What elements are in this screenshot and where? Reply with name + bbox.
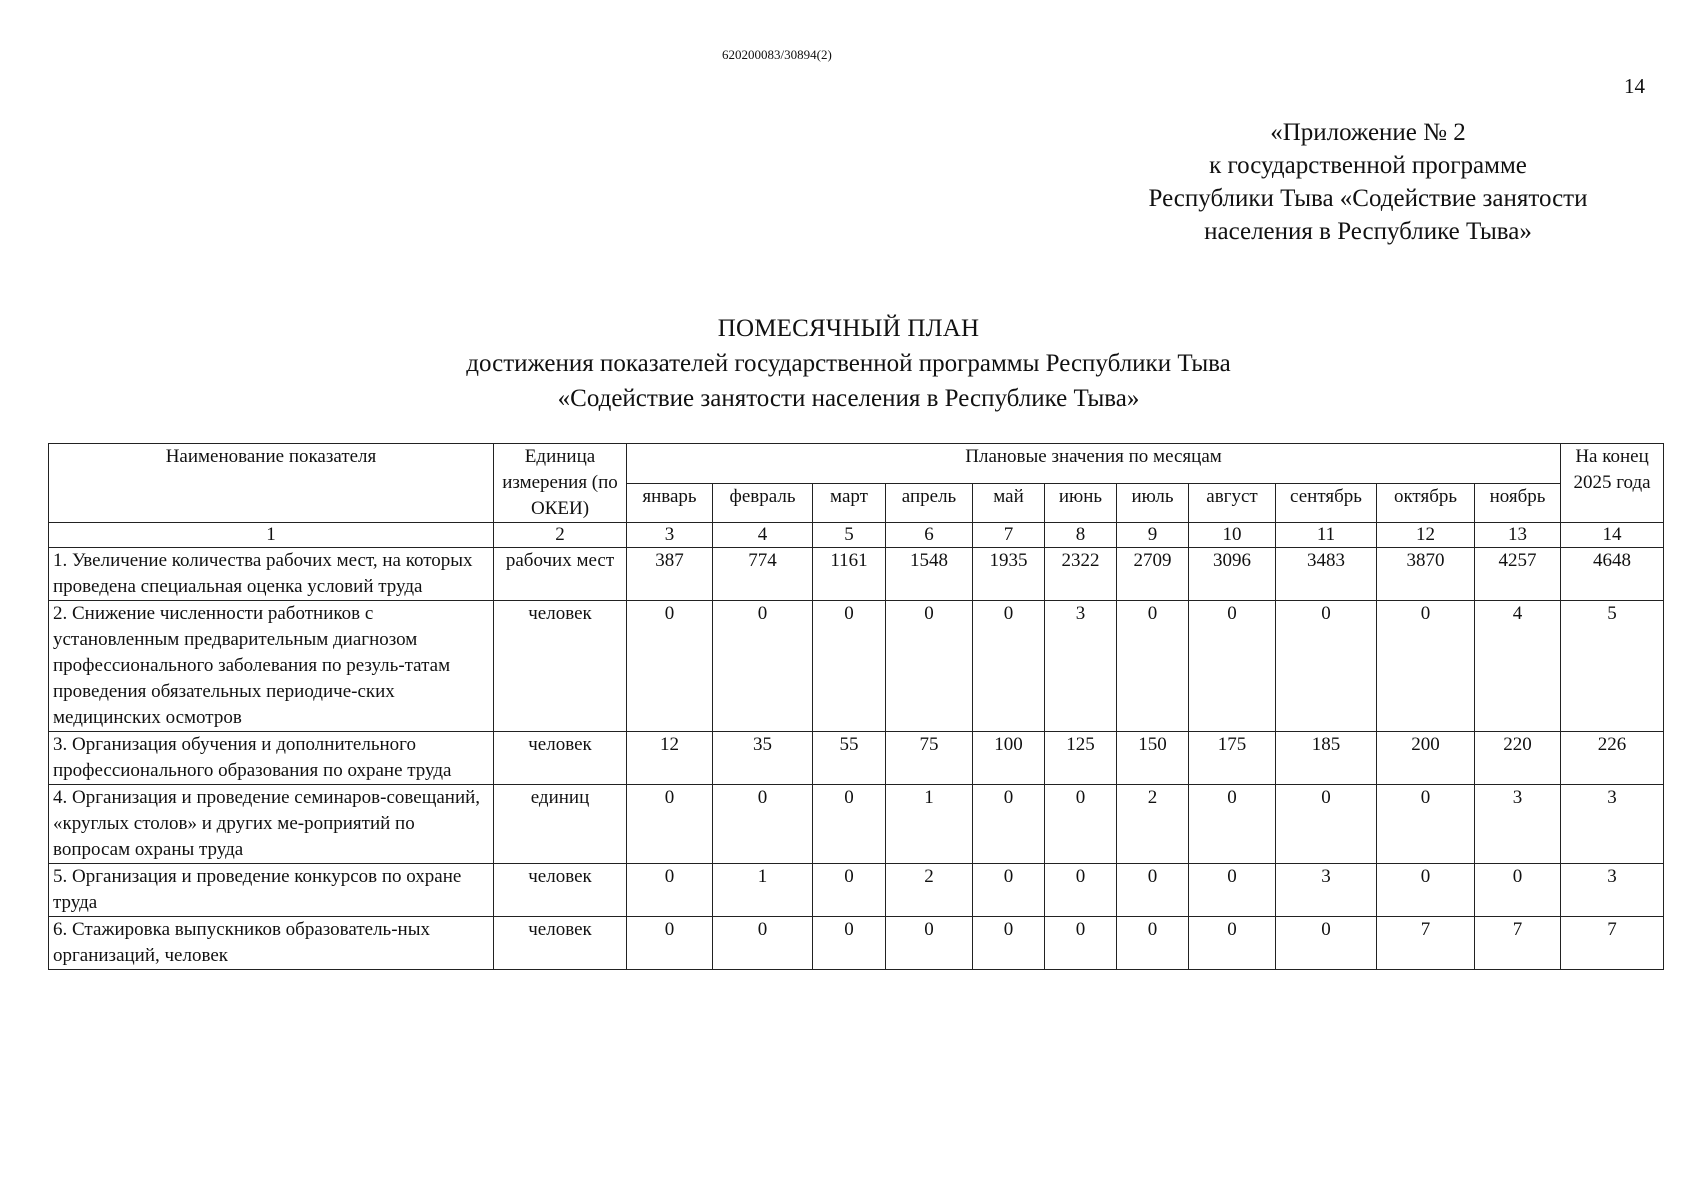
monthly-value-cell: 0: [886, 917, 973, 970]
end-of-year-value: 7: [1561, 917, 1664, 970]
monthly-value-cell: 3: [1045, 601, 1117, 732]
monthly-value-cell: 0: [1377, 785, 1475, 864]
monthly-value-cell: 0: [627, 917, 713, 970]
monthly-value-cell: 0: [627, 601, 713, 732]
document-id: 620200083/30894(2): [722, 47, 832, 62]
monthly-value-cell: 75: [886, 732, 973, 785]
appendix-note: [1112, 116, 1624, 248]
monthly-value-cell: 2: [1117, 785, 1189, 864]
monthly-value-cell: 12: [627, 732, 713, 785]
table-row: [49, 601, 1664, 732]
monthly-value-cell: 0: [813, 917, 886, 970]
indicator-name: 5. Организация и проведение конкурсов по охране труда: [49, 864, 494, 917]
appendix-line: к государственной программе: [1209, 152, 1527, 179]
monthly-value-cell: 175: [1189, 732, 1276, 785]
monthly-value-cell: 0: [713, 917, 813, 970]
column-index-cell: 6: [886, 523, 973, 548]
monthly-value-cell: 0: [1045, 785, 1117, 864]
column-index-cell: 5: [813, 523, 886, 548]
monthly-value-cell: 0: [627, 864, 713, 917]
monthly-value-cell: 0: [1475, 864, 1561, 917]
monthly-value-cell: 0: [713, 601, 813, 732]
monthly-value-cell: 7: [1377, 917, 1475, 970]
monthly-value-cell: 0: [1117, 864, 1189, 917]
month-header: сентябрь: [1276, 483, 1377, 523]
end-of-year-value: 4648: [1561, 548, 1664, 601]
column-index-cell: 3: [627, 523, 713, 548]
monthly-value-cell: 1161: [813, 548, 886, 601]
column-index-cell: 8: [1045, 523, 1117, 548]
monthly-value-cell: 2709: [1117, 548, 1189, 601]
monthly-value-cell: 7: [1475, 917, 1561, 970]
monthly-value-cell: 1548: [886, 548, 973, 601]
header-indicator-name: Наименование показателя: [49, 444, 494, 523]
month-header: ноябрь: [1475, 483, 1561, 523]
monthly-value-cell: 55: [813, 732, 886, 785]
table-row: [49, 732, 1664, 785]
month-header: апрель: [886, 483, 973, 523]
monthly-value-cell: 3870: [1377, 548, 1475, 601]
monthly-value-cell: 774: [713, 548, 813, 601]
end-of-year-value: 5: [1561, 601, 1664, 732]
column-index-cell: 4: [713, 523, 813, 548]
monthly-value-cell: 125: [1045, 732, 1117, 785]
monthly-value-cell: 0: [1117, 917, 1189, 970]
monthly-value-cell: 0: [813, 785, 886, 864]
end-of-year-value: 3: [1561, 864, 1664, 917]
monthly-value-cell: 220: [1475, 732, 1561, 785]
monthly-value-cell: 0: [813, 601, 886, 732]
monthly-value-cell: 0: [1276, 917, 1377, 970]
indicator-name: 3. Организация обучения и дополнительного профессионального образования по охране труда: [49, 732, 494, 785]
monthly-value-cell: 0: [1377, 864, 1475, 917]
monthly-value-cell: 1: [713, 864, 813, 917]
end-of-year-value: 3: [1561, 785, 1664, 864]
appendix-line: населения в Республике Тыва»: [1204, 218, 1532, 245]
title-subtitle: достижения показателей государственной программы Республики Тыва: [466, 350, 1231, 377]
indicator-unit: единиц: [494, 785, 627, 864]
column-index-cell: 1: [49, 523, 494, 548]
title-program-name: «Содействие занятости населения в Республике Тыва»: [557, 385, 1140, 412]
monthly-value-cell: 0: [973, 917, 1045, 970]
header-monthly-values: Плановые значения по месяцам: [627, 444, 1561, 484]
monthly-plan-table: [48, 443, 1664, 970]
table-row: [49, 864, 1664, 917]
monthly-value-cell: 0: [1189, 785, 1276, 864]
monthly-value-cell: 0: [973, 864, 1045, 917]
monthly-value-cell: 3483: [1276, 548, 1377, 601]
monthly-value-cell: 100: [973, 732, 1045, 785]
monthly-value-cell: 0: [713, 785, 813, 864]
month-header: март: [813, 483, 886, 523]
monthly-value-cell: 0: [1276, 601, 1377, 732]
monthly-value-cell: 1: [886, 785, 973, 864]
month-header: февраль: [713, 483, 813, 523]
column-index-cell: 11: [1276, 523, 1377, 548]
month-header: май: [973, 483, 1045, 523]
indicator-name: 6. Стажировка выпускников образователь-ных организаций, человек: [49, 917, 494, 970]
monthly-value-cell: 0: [813, 864, 886, 917]
monthly-value-cell: 4257: [1475, 548, 1561, 601]
indicator-unit: человек: [494, 864, 627, 917]
indicator-name: 2. Снижение численности работников с установленным предварительным диагнозом профессионального заболевания по резуль-татам проведения обязательных периодиче-ских медицинских осмотров: [49, 601, 494, 732]
indicator-unit: человек: [494, 601, 627, 732]
monthly-value-cell: 0: [1045, 917, 1117, 970]
monthly-value-cell: 1935: [973, 548, 1045, 601]
column-index-cell: 10: [1189, 523, 1276, 548]
monthly-value-cell: 0: [973, 601, 1045, 732]
monthly-value-cell: 0: [1189, 864, 1276, 917]
column-index-cell: 2: [494, 523, 627, 548]
table-row: [49, 548, 1664, 601]
month-header: октябрь: [1377, 483, 1475, 523]
monthly-value-cell: 0: [1189, 601, 1276, 732]
indicator-unit: человек: [494, 732, 627, 785]
indicator-unit: рабочих мест: [494, 548, 627, 601]
column-index-cell: 9: [1117, 523, 1189, 548]
monthly-value-cell: 0: [973, 785, 1045, 864]
month-header: июль: [1117, 483, 1189, 523]
indicator-unit: человек: [494, 917, 627, 970]
table-body: [49, 548, 1664, 970]
monthly-value-cell: 35: [713, 732, 813, 785]
column-index-cell: 13: [1475, 523, 1561, 548]
document-title: [0, 311, 1697, 416]
column-index-cell: 14: [1561, 523, 1664, 548]
monthly-value-cell: 150: [1117, 732, 1189, 785]
month-header: июнь: [1045, 483, 1117, 523]
end-of-year-value: 226: [1561, 732, 1664, 785]
monthly-value-cell: 0: [1117, 601, 1189, 732]
monthly-value-cell: 0: [1189, 917, 1276, 970]
appendix-line: Республики Тыва «Содействие занятости: [1148, 185, 1588, 212]
indicator-name: 4. Организация и проведение семинаров-совещаний, «круглых столов» и других ме-роприятий по вопросам охраны труда: [49, 785, 494, 864]
header-end-of-year: На конец 2025 года: [1561, 444, 1664, 523]
monthly-value-cell: 2: [886, 864, 973, 917]
monthly-value-cell: 3096: [1189, 548, 1276, 601]
header-unit: Единица измерения (по ОКЕИ): [494, 444, 627, 523]
column-index-row: [49, 523, 1664, 548]
table-row: [49, 785, 1664, 864]
monthly-value-cell: 0: [1377, 601, 1475, 732]
indicator-name: 1. Увеличение количества рабочих мест, на которых проведена специальная оценка условий труда: [49, 548, 494, 601]
monthly-value-cell: 0: [886, 601, 973, 732]
column-index-cell: 7: [973, 523, 1045, 548]
table-row: [49, 917, 1664, 970]
month-header: август: [1189, 483, 1276, 523]
monthly-value-cell: 3: [1475, 785, 1561, 864]
appendix-line: «Приложение № 2: [1270, 119, 1466, 146]
monthly-value-cell: 185: [1276, 732, 1377, 785]
monthly-value-cell: 0: [627, 785, 713, 864]
column-index-cell: 12: [1377, 523, 1475, 548]
monthly-value-cell: 3: [1276, 864, 1377, 917]
page-number: 14: [1624, 74, 1645, 98]
title-main: ПОМЕСЯЧНЫЙ ПЛАН: [717, 315, 980, 342]
monthly-value-cell: 200: [1377, 732, 1475, 785]
monthly-value-cell: 0: [1045, 864, 1117, 917]
month-header: январь: [627, 483, 713, 523]
monthly-value-cell: 2322: [1045, 548, 1117, 601]
monthly-value-cell: 0: [1276, 785, 1377, 864]
monthly-value-cell: 4: [1475, 601, 1561, 732]
monthly-value-cell: 387: [627, 548, 713, 601]
